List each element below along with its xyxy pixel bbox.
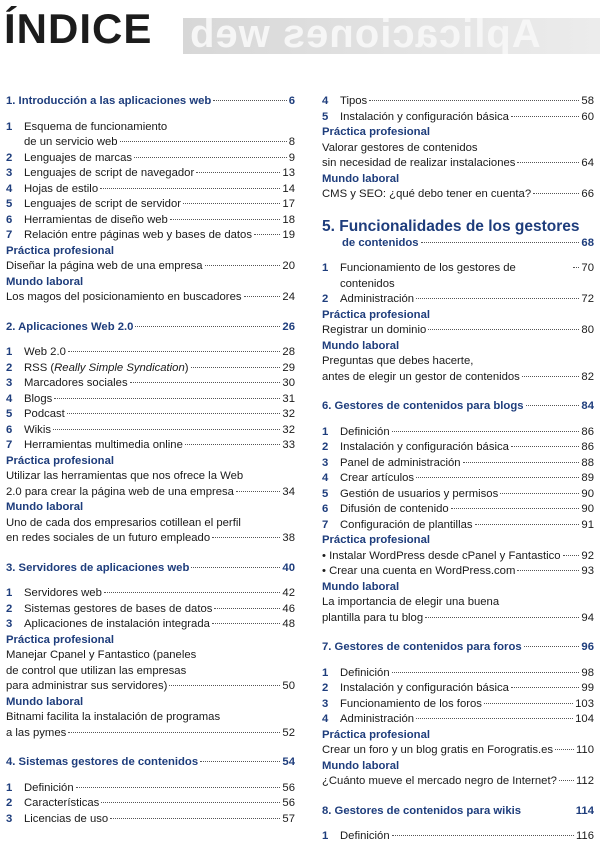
toc-entry[interactable] xyxy=(6,586,295,602)
entry-page: 13 xyxy=(282,167,295,179)
entry-text: Podcast xyxy=(24,408,65,420)
entry-text: plantilla para tu blog xyxy=(322,611,424,624)
entry-text: Web 2.0 xyxy=(24,346,66,358)
mundo-laboral-label: Mundo laboral xyxy=(322,759,400,772)
entry-text: Wikis xyxy=(24,423,51,436)
entry-page: 42 xyxy=(282,587,295,599)
entry-text: Definición xyxy=(340,830,390,842)
entry-page: 32 xyxy=(282,423,295,436)
entry-page: 86 xyxy=(581,425,594,438)
chapter-5-heading-line1[interactable]: 5. Funcionalidades de los gestores xyxy=(322,217,580,235)
entry-text: Administración xyxy=(340,293,415,305)
chapter-title: 6. Gestores de contenidos para blogs xyxy=(322,400,524,412)
practica-entry[interactable] xyxy=(322,323,594,339)
entry-page: 88 xyxy=(581,456,594,469)
practica-entry-line[interactable]: de control que utilizan las empresas xyxy=(6,664,187,677)
entry-number: 1 xyxy=(6,587,13,599)
chapter-page: 54 xyxy=(282,756,295,768)
practica-profesional-label: Práctica profesional xyxy=(6,633,114,646)
entry-page: 29 xyxy=(282,361,295,374)
entry-page: 28 xyxy=(282,346,295,358)
entry-text: Instalación y configuración básica xyxy=(340,441,509,453)
entry-number: 2 xyxy=(6,602,13,615)
entry-page: 48 xyxy=(282,618,295,630)
toc-entry[interactable] xyxy=(322,712,594,728)
mundo-entry[interactable] xyxy=(322,774,594,790)
chapter-title: de contenidos xyxy=(342,236,419,249)
header-banner-watermark: Aplicaciones web xyxy=(189,18,541,54)
mundo-entry[interactable] xyxy=(6,726,295,742)
entry-page: 93 xyxy=(581,565,594,577)
practica-profesional-label: Práctica profesional xyxy=(322,308,430,321)
entry-page: 91 xyxy=(581,518,594,531)
toc-entry[interactable] xyxy=(322,440,594,456)
chapter-6-heading[interactable] xyxy=(322,399,594,415)
practica-profesional-label: Práctica profesional xyxy=(322,534,430,546)
entry-text: Esquema de funcionamiento xyxy=(24,120,168,133)
chapter-3-heading[interactable] xyxy=(6,561,295,577)
mundo-entry-line[interactable]: La importancia de elegir una buena xyxy=(322,596,500,608)
entry-page: 104 xyxy=(575,713,594,725)
practica-profesional-label: Práctica profesional xyxy=(322,126,430,138)
mundo-entry[interactable] xyxy=(322,611,594,627)
chapter-title: 8. Gestores de contenidos para wikis xyxy=(322,804,522,817)
entry-page: 8 xyxy=(288,136,295,148)
mundo-laboral-label: Mundo laboral xyxy=(6,695,84,708)
entry-text: en redes sociales de un futuro empleado xyxy=(6,532,211,544)
entry-number: 1 xyxy=(322,830,329,842)
entry-page: 66 xyxy=(581,188,594,200)
entry-number: 3 xyxy=(322,697,329,710)
entry-page: 17 xyxy=(282,198,295,210)
toc-right-column xyxy=(322,94,594,845)
entry-text: Gestión de usuarios y permisos xyxy=(340,487,499,500)
chapter-page: 84 xyxy=(581,400,594,412)
toc-entry[interactable] xyxy=(6,151,295,167)
entry-number: 7 xyxy=(322,518,329,531)
toc-entry[interactable] xyxy=(322,502,594,518)
entry-number: 2 xyxy=(322,293,329,305)
chapter-page: 26 xyxy=(282,320,295,333)
chapter-8-heading[interactable] xyxy=(322,804,594,820)
entry-text: • Instalar WordPress desde cPanel y Fantastico xyxy=(322,549,561,562)
entry-page: 31 xyxy=(282,392,295,405)
chapter-title: 1. Introducción a las aplicaciones web xyxy=(6,95,212,107)
toc-entry[interactable] xyxy=(6,796,295,812)
entry-page: 98 xyxy=(581,666,594,679)
entry-number: 6 xyxy=(6,423,13,436)
mundo-laboral-label: Mundo laboral xyxy=(322,580,400,593)
practica-profesional-label: Práctica profesional xyxy=(322,728,430,741)
practica-entry-line[interactable]: Valorar gestores de contenidos xyxy=(322,141,478,154)
entry-number: 1 xyxy=(322,425,329,438)
entry-number: 1 xyxy=(6,781,13,794)
toc-entry[interactable] xyxy=(322,829,594,845)
entry-text: antes de elegir un gestor de contenidos xyxy=(322,370,520,383)
entry-text: 2.0 para crear la página web de una empresa xyxy=(6,485,234,498)
entry-text: Panel de administración xyxy=(340,456,461,469)
entry-text: Lenguajes de script de servidor xyxy=(24,198,181,210)
entry-number: 4 xyxy=(322,472,329,484)
toc-entry[interactable] xyxy=(322,110,594,126)
practica-entry[interactable] xyxy=(6,259,295,275)
entry-number: 6 xyxy=(6,213,13,226)
mundo-entry[interactable] xyxy=(6,531,295,547)
entry-number: 3 xyxy=(6,618,13,630)
entry-text: Los magos del posicionamiento en buscadores xyxy=(6,291,242,303)
entry-number: 3 xyxy=(322,456,329,469)
mundo-laboral-label: Mundo laboral xyxy=(322,339,400,352)
toc-entry[interactable] xyxy=(322,456,594,472)
entry-number: 7 xyxy=(6,229,13,241)
entry-text-italic: Really Simple Syndication xyxy=(54,361,185,374)
toc-entry[interactable] xyxy=(322,681,594,697)
entry-number: 5 xyxy=(6,408,13,420)
entry-text: Funcionamiento de los foros xyxy=(340,697,482,710)
mundo-laboral-label: Mundo laboral xyxy=(6,275,84,288)
entry-number: 5 xyxy=(322,487,329,500)
entry-text: Funcionamiento de los gestores de contenidos xyxy=(340,262,516,290)
toc-entry[interactable] xyxy=(6,392,295,408)
chapter-page: 96 xyxy=(581,641,594,653)
practica-entry[interactable] xyxy=(322,549,594,565)
entry-page: 33 xyxy=(282,439,295,451)
entry-page: 50 xyxy=(282,680,295,692)
chapter-title: 4. Sistemas gestores de contenidos xyxy=(6,756,199,768)
entry-text: Crear artículos xyxy=(340,472,415,484)
mundo-entry[interactable] xyxy=(322,187,594,203)
chapter-4-heading[interactable] xyxy=(6,755,295,771)
entry-number: 4 xyxy=(6,392,13,405)
entry-number: 4 xyxy=(322,95,329,107)
toc-entry[interactable] xyxy=(6,361,295,377)
chapter-2-heading[interactable] xyxy=(6,320,295,336)
page-header xyxy=(0,0,600,62)
entry-page: 86 xyxy=(581,441,594,453)
entry-page: 94 xyxy=(581,611,594,624)
entry-text: sin necesidad de realizar instalaciones xyxy=(322,157,516,169)
entry-text: Diseñar la página web de una empresa xyxy=(6,260,203,272)
entry-text: CMS y SEO: ¿qué debo tener en cuenta? xyxy=(322,188,532,200)
chapter-5-heading[interactable] xyxy=(322,236,594,252)
entry-page: 9 xyxy=(288,151,295,164)
entry-number: 4 xyxy=(6,182,13,195)
toc-left-column xyxy=(6,94,295,827)
practica-profesional-label: Práctica profesional xyxy=(6,244,114,257)
toc-entry[interactable] xyxy=(6,120,295,136)
entry-number: 6 xyxy=(322,503,329,515)
entry-text: Definición xyxy=(340,425,390,438)
entry-number: 3 xyxy=(6,812,13,825)
entry-text: Definición xyxy=(24,781,74,794)
toc-entry[interactable] xyxy=(6,166,295,182)
entry-text: Administración xyxy=(340,713,415,725)
entry-page: 60 xyxy=(581,110,594,123)
practica-entry[interactable] xyxy=(6,679,295,695)
entry-text: Hojas de estilo xyxy=(24,182,99,195)
mundo-entry[interactable] xyxy=(322,370,594,386)
entry-text: Lenguajes de marcas xyxy=(24,151,133,164)
practica-entry[interactable] xyxy=(322,156,594,172)
entry-text: Herramientas de diseño web xyxy=(24,213,168,226)
entry-page: 80 xyxy=(581,324,594,336)
entry-text: Definición xyxy=(340,666,390,679)
chapter-page: 40 xyxy=(282,561,295,574)
entry-number: 3 xyxy=(6,377,13,389)
entry-page: 46 xyxy=(282,602,295,615)
entry-page: 56 xyxy=(282,781,295,794)
practica-profesional-label: Práctica profesional xyxy=(6,454,114,467)
toc-entry[interactable] xyxy=(6,812,295,828)
practica-entry[interactable] xyxy=(322,564,594,580)
entry-page: 72 xyxy=(581,293,594,305)
chapter-1-heading[interactable] xyxy=(6,94,295,110)
mundo-entry-line[interactable]: Preguntas que debes hacerte, xyxy=(322,355,474,367)
chapter-page: 114 xyxy=(575,804,594,817)
mundo-entry-line[interactable]: Uno de cada dos empresarios cotillean el perfil xyxy=(6,516,241,529)
toc-entry[interactable] xyxy=(6,197,295,213)
entry-page: 99 xyxy=(581,682,594,694)
entry-text: Herramientas multimedia online xyxy=(24,439,183,451)
practica-entry-line[interactable]: Utilizar las herramientas que nos ofrece la Web xyxy=(6,470,244,482)
chapter-page: 68 xyxy=(581,236,594,249)
toc-entry[interactable] xyxy=(6,213,295,229)
toc-entry[interactable] xyxy=(6,781,295,797)
entry-number: 1 xyxy=(6,346,13,358)
entry-number: 2 xyxy=(322,682,329,694)
toc-entry[interactable] xyxy=(322,292,594,308)
entry-page: 34 xyxy=(282,485,295,498)
entry-page: 103 xyxy=(575,697,594,710)
entry-page: 20 xyxy=(282,260,295,272)
entry-text: para administrar sus servidores) xyxy=(6,680,168,692)
practica-entry-line[interactable]: Manejar Cpanel y Fantastico (paneles xyxy=(6,649,197,661)
header-banner xyxy=(183,18,600,54)
entry-text-part: ) xyxy=(184,361,189,374)
toc-entry[interactable] xyxy=(322,697,594,713)
chapter-page: 6 xyxy=(288,95,295,107)
entry-page: 30 xyxy=(282,377,295,389)
entry-number: 7 xyxy=(6,439,13,451)
entry-number: 2 xyxy=(322,441,329,453)
entry-text: Características xyxy=(24,797,100,809)
toc-entry[interactable] xyxy=(6,228,295,244)
chapter-title: 7. Gestores de contenidos para foros xyxy=(322,641,522,653)
entry-text: Lenguajes de script de navegador xyxy=(24,167,195,179)
toc-entry[interactable] xyxy=(322,487,594,503)
toc-entry[interactable] xyxy=(322,471,594,487)
entry-text: a las pymes xyxy=(6,726,67,739)
toc-entry[interactable] xyxy=(6,345,295,361)
chapter-7-heading[interactable] xyxy=(322,640,594,656)
entry-text: Registrar un dominio xyxy=(322,324,427,336)
entry-page: 64 xyxy=(581,157,594,169)
entry-text: Instalación y configuración básica xyxy=(340,682,509,694)
entry-text: Difusión de contenido xyxy=(340,503,449,515)
entry-number: 2 xyxy=(6,151,13,164)
entry-page: 58 xyxy=(581,95,594,107)
entry-text: Licencias de uso xyxy=(24,812,109,825)
toc-entry[interactable] xyxy=(6,617,295,633)
chapter-title: 2. Aplicaciones Web 2.0 xyxy=(6,320,134,333)
entry-page: 90 xyxy=(581,487,594,500)
entry-text: Relación entre páginas web y bases de datos xyxy=(24,229,252,241)
entry-text: Crear un foro y un blog gratis en Forogratis.es xyxy=(322,744,554,756)
mundo-entry[interactable] xyxy=(6,290,295,306)
practica-entry[interactable] xyxy=(6,485,295,501)
toc-entry-continuation[interactable] xyxy=(6,135,295,151)
page-title: ÍNDICE xyxy=(4,5,153,52)
entry-text: ¿Cuánto mueve el mercado negro de Internet? xyxy=(322,775,557,787)
entry-page: 70 xyxy=(581,262,594,274)
entry-text: Aplicaciones de instalación integrada xyxy=(24,618,210,630)
toc-entry[interactable] xyxy=(6,407,295,423)
entry-page: 116 xyxy=(575,830,594,842)
entry-page: 18 xyxy=(282,213,295,226)
entry-number: 5 xyxy=(6,198,13,210)
entry-number: 2 xyxy=(6,361,13,374)
practica-entry[interactable] xyxy=(322,743,594,759)
toc-entry[interactable] xyxy=(6,438,295,454)
entry-page: 57 xyxy=(282,812,295,825)
entry-text: Sistemas gestores de bases de datos xyxy=(24,602,213,615)
toc-entry[interactable] xyxy=(322,666,594,682)
entry-page: 112 xyxy=(575,775,594,787)
entry-page: 38 xyxy=(282,532,295,544)
chapter-title: 3. Servidores de aplicaciones web xyxy=(6,561,190,574)
entry-number: 5 xyxy=(322,110,329,123)
entry-page: 19 xyxy=(282,229,295,241)
entry-page: 56 xyxy=(282,797,295,809)
entry-number: 4 xyxy=(322,713,329,725)
entry-number: 2 xyxy=(6,797,13,809)
entry-number: 1 xyxy=(6,120,13,133)
entry-text: Tipos xyxy=(340,95,368,107)
entry-text xyxy=(24,361,189,377)
mundo-laboral-label: Mundo laboral xyxy=(6,501,84,513)
entry-text: Blogs xyxy=(24,392,53,405)
entry-page: 24 xyxy=(282,291,295,303)
entry-page: 32 xyxy=(282,408,295,420)
entry-number: 1 xyxy=(322,666,329,679)
entry-page: 52 xyxy=(282,726,295,739)
toc-entry[interactable] xyxy=(322,261,594,292)
entry-page: 82 xyxy=(581,370,594,383)
mundo-entry-line[interactable]: Bitnami facilita la instalación de programas xyxy=(6,711,221,723)
toc-entry[interactable] xyxy=(322,94,594,110)
toc-entry[interactable] xyxy=(6,376,295,392)
entry-text: Instalación y configuración básica xyxy=(340,110,509,123)
toc-entry[interactable] xyxy=(6,423,295,439)
entry-number: 3 xyxy=(6,167,13,179)
entry-page: 92 xyxy=(581,549,594,562)
entry-page: 90 xyxy=(581,503,594,515)
entry-text: • Crear una cuenta en WordPress.com xyxy=(322,565,516,577)
entry-text: Configuración de plantillas xyxy=(340,518,473,531)
toc-entry[interactable] xyxy=(6,602,295,618)
entry-text: Servidores web xyxy=(24,587,102,599)
toc-entry[interactable] xyxy=(322,518,594,534)
entry-text: de un servicio web xyxy=(24,136,118,148)
entry-text: Marcadores sociales xyxy=(24,377,128,389)
entry-page: 14 xyxy=(282,182,295,195)
entry-text-part: RSS ( xyxy=(24,361,55,374)
entry-number: 1 xyxy=(322,262,329,274)
toc-entry[interactable] xyxy=(6,182,295,198)
toc-entry[interactable] xyxy=(322,425,594,441)
entry-page: 89 xyxy=(581,472,594,484)
entry-page: 110 xyxy=(575,744,594,756)
mundo-laboral-label: Mundo laboral xyxy=(322,172,400,185)
